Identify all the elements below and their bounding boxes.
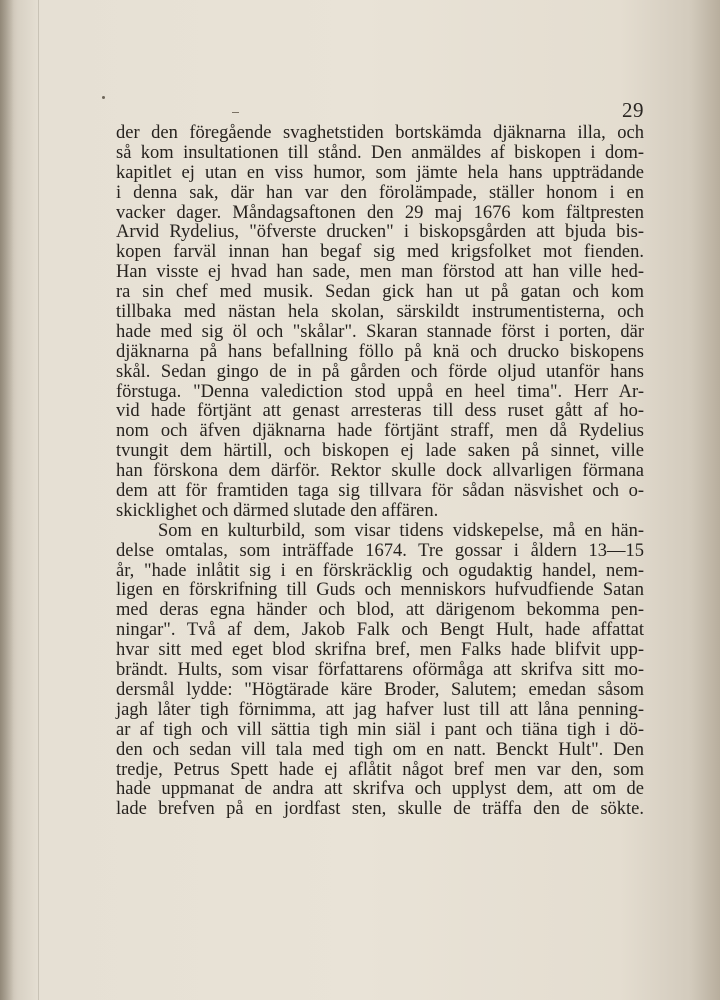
text-line: hvar sitt med eget blod skrifna bref, men Falks hade blifvit upp- <box>116 640 644 661</box>
text-line: Arvid Rydelius, "öfverste drucken" i biskopsgården att bjuda bis- <box>116 222 644 243</box>
text-line: jagh låter tigh förnimma, att jag hafver lust till att låna penning- <box>116 699 644 720</box>
text-line: tvungit dem härtill, och biskopen ej lade saken på sinnet, ville <box>116 441 644 462</box>
text-line: kapitlet ej utan en viss humor, som jämte hela hans uppträdande <box>116 162 644 183</box>
text-line: skicklighet och därmed slutade den affären. <box>116 500 439 521</box>
text-line: ra sin chef med musik. Sedan gick han ut på gatan och kom <box>116 282 644 303</box>
text-line: hade uppmanat de andra att skrifva och upplyst dem, att om de <box>116 779 644 800</box>
text-line: ligen en förskrifning till Guds och menniskors hufvudfiende Satan <box>116 580 644 601</box>
text-line: brändt. Hults, som visar författarens oförmåga att skrifva sitt mo- <box>116 660 644 681</box>
text-line: Som en kulturbild, som visar tidens vidskepelse, må en hän- <box>158 520 644 541</box>
text-line: han förskona dem därför. Rektor skulle dock allvarligen förmana <box>116 461 644 482</box>
paper-speck <box>102 96 105 99</box>
text-line: dem att för framtiden taga sig tillvara för sådan näsvishet och o- <box>116 481 644 502</box>
text-line: delse omtalas, som inträffade 1674. Tre gossar i åldern 13—15 <box>116 540 644 561</box>
text-line: kopen farväl innan han begaf sig med krigsfolket mot fienden. <box>116 242 644 263</box>
text-line: ar af tigh och vill sättia tigh min siäl i pant och tiäna tigh i dö- <box>116 719 644 740</box>
spine-shadow <box>0 0 14 1000</box>
page-number: 29 <box>622 98 644 122</box>
text-line: så kom insultationen till stånd. Den anmäldes af biskopen i dom- <box>116 142 644 163</box>
text-line: djäknarna på hans befallning föllo på knä och drucko biskopens <box>116 341 644 362</box>
text-line: tredje, Petrus Spett hade ej aflåtit något bref men var den, som <box>116 759 644 780</box>
text-line: med deras egna händer och blod, att därigenom bekomma pen- <box>116 600 644 621</box>
text-line: lade brefven på en jordfast sten, skulle de träffa den de sökte. <box>116 799 644 820</box>
text-line: der den föregående svaghetstiden bortskämda djäknarna illa, och <box>116 123 644 143</box>
text-line: dersmål lydde: "Högtärade käre Broder, Salutem; emedan såsom <box>116 679 644 700</box>
text-line: vid hade förtjänt att genast arresteras till dess ruset gått af ho- <box>116 401 644 422</box>
text-line: den och sedan vill tala med tigh om en natt. Benckt Hult". Den <box>116 739 644 760</box>
paper-mark <box>232 112 239 113</box>
text-line: förstuga. "Denna valediction stod uppå en heel tima". Herr Ar- <box>116 381 644 402</box>
text-line: i denna sak, där han var den förolämpade, ställer honom i en <box>116 182 644 203</box>
text-line: nom och äfven djäknarna hade förtjänt straff, men då Rydelius <box>116 421 644 442</box>
text-line: år, "hade inlåtit sig i en förskräcklig och ogudaktig handel, nem- <box>116 560 644 581</box>
text-line: hade med sig öl och "skålar". Skaran stannade först i porten, där <box>116 321 644 342</box>
text-line: vacker dager. Måndagsaftonen den 29 maj 1676 kom fältpresten <box>116 202 644 223</box>
body-text <box>116 124 644 820</box>
text-line: skål. Sedan gingo de in på gården och förde oljud utanför hans <box>116 361 644 382</box>
text-line: ningar". Två af dem, Jakob Falk och Bengt Hult, hade affattat <box>116 620 644 641</box>
text-line: tillbaka med nästan hela skolan, särskildt instrumentisterna, och <box>116 302 644 323</box>
text-line: Han visste ej hvad han sade, men man förstod att han ville hed- <box>116 262 644 283</box>
page-edge <box>38 0 39 1000</box>
